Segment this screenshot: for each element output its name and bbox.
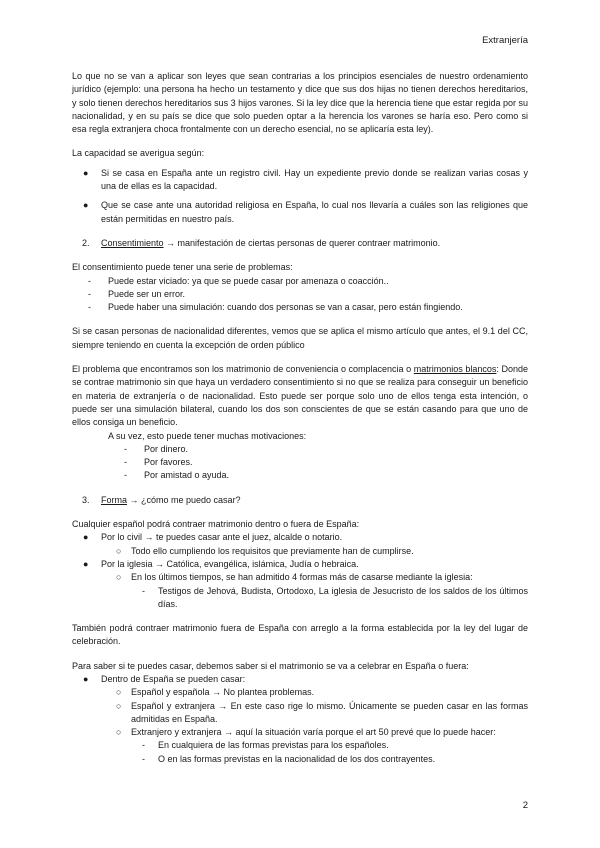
list-item: - Por amistad o ayuda. — [72, 469, 528, 482]
list-item: - En cualquiera de las formas previstas para los españoles. — [72, 739, 528, 752]
dash-icon: - — [142, 585, 145, 596]
list-item: - Por favores. — [72, 456, 528, 469]
list-item: ● Si se casa en España ante un registro civil. Hay un expediente previo donde se realizan varias cosas y una de ellas es la capacidad. — [83, 167, 528, 192]
paragraph-capacity: La capacidad se averigua según: — [72, 148, 205, 159]
dash-icon: - — [124, 470, 127, 481]
list-item: ● Que se case ante una autoridad religiosa en España, lo cual nos llevaría a cuáles son las religiones que están permitidas en nuestro país. — [83, 200, 528, 224]
bullet-icon: ● — [83, 532, 89, 543]
list-item: - Puede ser un error. — [72, 288, 528, 301]
paragraph-any-spaniard: Cualquier español podrá contraer matrimonio dentro o fuera de España: — [72, 519, 360, 530]
circle-bullet-icon: ○ — [116, 727, 122, 738]
dash-icon: - — [88, 288, 91, 299]
list-item: - Puede haber una simulación: cuando dos personas se van a casar, pero están fingiendo. — [72, 301, 528, 314]
dash-icon: - — [142, 740, 145, 751]
section-heading-form: 3. Forma → ¿cómo me puedo casar? — [82, 494, 241, 505]
paragraph-abroad: También podrá contraer matrimonio fuera de España con arreglo a la forma establecida por la ley del lugar de celebración. — [72, 623, 528, 647]
list-item: - O en las formas previstas en la nacionalidad de los dos contrayentes. — [72, 753, 528, 766]
list-item: ○ En los últimos tiempos, se han admitido 4 formas más de casarse mediante la iglesia: — [72, 571, 528, 584]
list-item: - Puede estar viciado: ya que se puede casar por amenaza o coacción.. — [72, 275, 528, 288]
paragraph-motivations: A su vez, esto puede tener muchas motivaciones: — [108, 430, 307, 441]
page-header: Extranjería — [482, 35, 528, 46]
dash-icon: - — [124, 457, 127, 468]
bullet-icon: ● — [83, 558, 89, 569]
bullet-icon: ● — [83, 200, 89, 211]
list-item: ○ Español y extranjera → En este caso rige lo mismo. Únicamente se pueden casar en las formas admitidas en España. — [116, 700, 528, 724]
paragraph-white-marriages: El problema que encontramos son los matrimonio de conveniencia o complacencia o matrimonios blancos: Donde se contrae matrimonio sin que haya un verdadero consentimiento si no que se realiza para conseguir un beneficio en materia de extranjería o de nacionalidad. Esto puede ser porque solo uno de ellos tenga esta intención, o puede ser una simulación bilateral, cuando los dos son conscientes de que se están casando para que uno de ellos consiga un beneficio. — [72, 364, 528, 428]
circle-bullet-icon: ○ — [116, 700, 122, 711]
paragraph-consent-problems: El consentimiento puede tener una serie de problemas: — [72, 262, 293, 273]
circle-bullet-icon: ○ — [116, 545, 122, 556]
list-item: ○ Español y española → No plantea problemas. — [72, 686, 528, 699]
dash-icon: - — [124, 443, 127, 454]
page-number: 2 — [522, 799, 528, 811]
paragraph-where: Para saber si te puedes casar, debemos saber si el matrimonio se va a celebrar en España o fuera: — [72, 660, 469, 671]
list-item: ○ Extranjero y extranjera → aquí la situación varía porque el art 50 prevé que lo puede hacer: — [72, 726, 528, 739]
circle-bullet-icon: ○ — [116, 572, 122, 583]
dash-icon: - — [88, 302, 91, 313]
list-item: - Testigos de Jehová, Budista, Ortodoxo, La iglesia de Jesucristo de los saldos de los últimos días. — [142, 585, 528, 609]
bullet-icon: ● — [83, 167, 89, 178]
dash-icon: - — [88, 275, 91, 286]
document-body — [72, 70, 528, 766]
list-item: ● Por lo civil → te puedes casar ante el juez, alcalde o notario. — [72, 531, 528, 544]
list-item: ● Por la iglesia → Católica, evangélica, islámica, Judía o hebraica. — [72, 558, 528, 571]
list-item: ○ Todo ello cumpliendo los requisitos que previamente han de cumplirse. — [72, 545, 528, 558]
list-item: ● Dentro de España se pueden casar: — [72, 673, 528, 686]
bullet-icon: ● — [83, 673, 89, 684]
section-heading-consent: 2. Consentimiento → manifestación de ciertas personas de querer contraer matrimonio. — [82, 237, 441, 248]
paragraph-public-order: Lo que no se van a aplicar son leyes que sean contrarias a los principios esenciales de nuestro ordenamiento jurídico (ejemplo: una persona ha hecho un testamento y dice que sus dos hijas no tienen derechos hereditarios, y solo tienen derechos hereditarios sus 3 hijos varones. Si la ley dice que la herencia tiene que estar regida por su nacionalidad, y en su país se dice que solo pueden optar a la herencia los varones se haría eso. Pero como si esa regla extranjera choca frontalmente con un derecho esencial, no se aplicaría esta ley). — [72, 71, 528, 135]
dash-icon: - — [142, 753, 145, 764]
circle-bullet-icon: ○ — [116, 687, 122, 698]
paragraph-nationality: Si se casan personas de nacionalidad diferentes, vemos que se aplica el mismo artículo que antes, el 9.1 del CC, siempre teniendo en cuenta la excepción de orden público — [72, 326, 528, 350]
list-item: - Por dinero. — [72, 443, 528, 456]
